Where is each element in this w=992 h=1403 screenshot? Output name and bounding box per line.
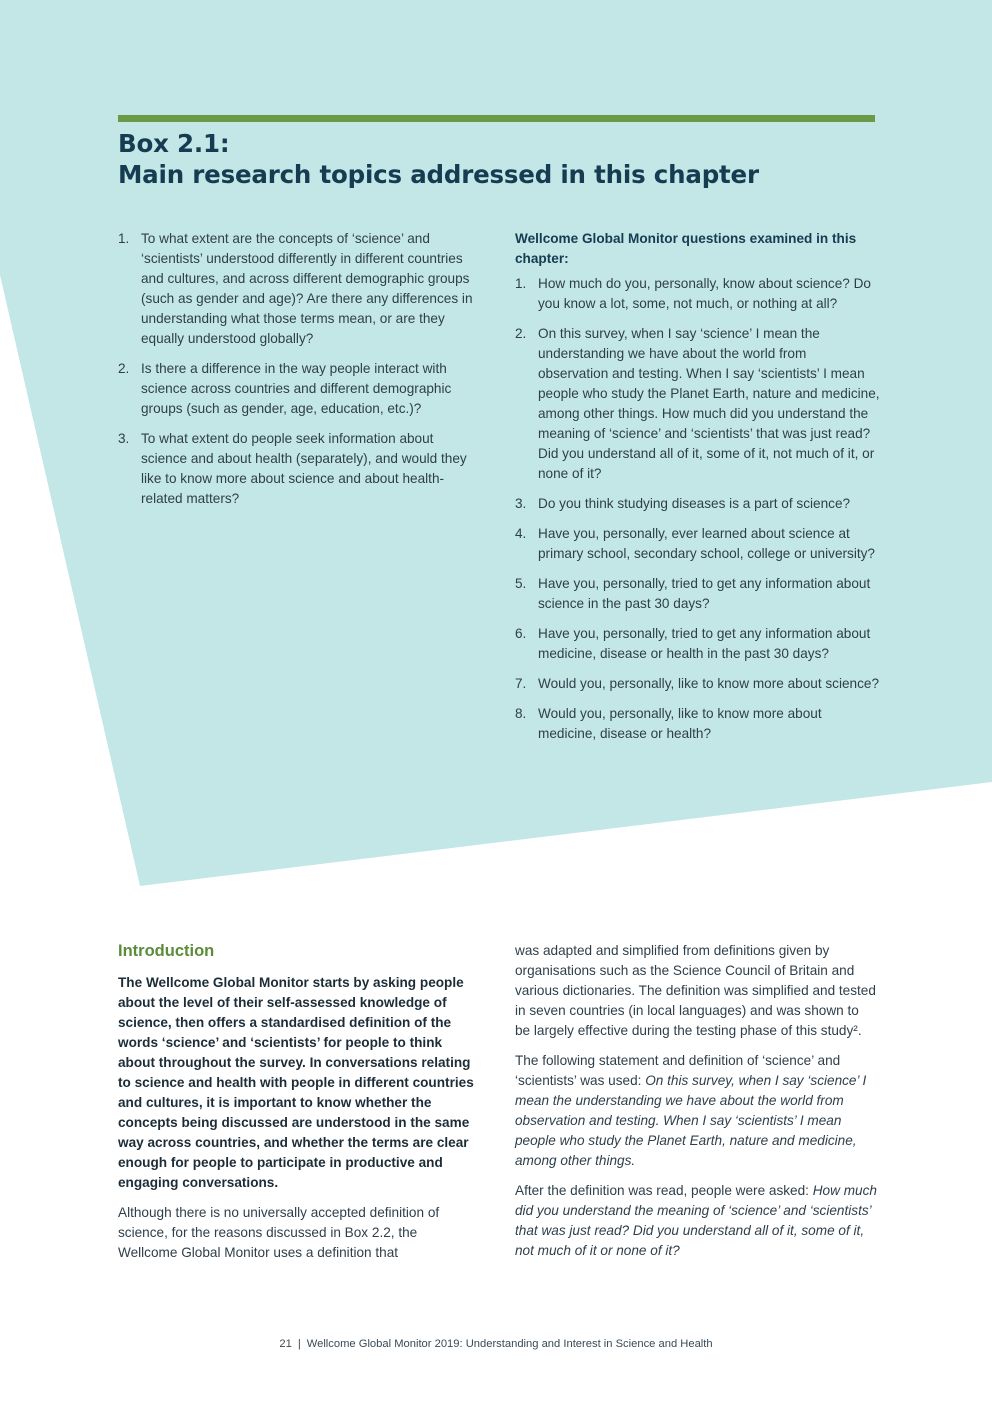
list-number: 8. bbox=[515, 706, 527, 721]
list-number: 4. bbox=[515, 526, 527, 541]
intro-paragraph-1-continued: was adapted and simplified from definitions given by organisations such as the Science Council of Britain and various dictionaries. The definition was simplified and tested in seven countries (in local languages) and was shown to be largely effective during the testing phase of this study². bbox=[515, 943, 876, 1038]
list-item bbox=[515, 324, 880, 484]
list-text: To what extent do people seek information about science and about health (separately), and would they like to know more about science and about health-related matters? bbox=[141, 431, 467, 506]
list-item bbox=[515, 624, 880, 664]
question-quote: How much did you understand the meaning of ‘science’ and ‘scientists’ that was just read? Did you understand all of it, some of it, not much of it or none of it? bbox=[515, 1183, 877, 1258]
box-title bbox=[118, 128, 759, 190]
intro-right-column bbox=[515, 941, 877, 1271]
list-item bbox=[515, 574, 880, 614]
box-title-label: Box 2.1: bbox=[118, 129, 230, 158]
questions-heading: Wellcome Global Monitor questions examined in this chapter: bbox=[515, 231, 857, 266]
introduction-heading: Introduction bbox=[118, 942, 215, 960]
paragraph-2-text: The following statement and definition of ‘science’ and ‘scientists’ was used: bbox=[515, 1053, 841, 1088]
page-footer bbox=[0, 1338, 992, 1350]
list-number: 2. bbox=[515, 326, 527, 341]
list-item bbox=[515, 674, 880, 694]
list-item bbox=[515, 704, 880, 744]
definition-quote: On this survey, when I say ‘science’ I mean the understanding we have about the world from observation and testing. When I say ‘scientists’ I mean people who study the Planet Earth, nature and medicine, among other things. bbox=[515, 1073, 867, 1168]
list-text: Would you, personally, like to know more about medicine, disease or health? bbox=[538, 706, 822, 741]
list-item bbox=[118, 429, 480, 509]
intro-paragraph-1: Although there is no universally accepted definition of science, for the reasons discussed in Box 2.2, the Wellcome Global Monitor uses a definition that bbox=[118, 1205, 440, 1260]
research-topics-list bbox=[118, 229, 480, 509]
list-item bbox=[118, 359, 480, 419]
paragraph-3-text: After the definition was read, people were asked: bbox=[515, 1183, 813, 1198]
footer-title: Wellcome Global Monitor 2019: Understanding and Interest in Science and Health bbox=[306, 1338, 713, 1350]
list-number: 5. bbox=[515, 576, 527, 591]
list-item bbox=[515, 494, 880, 514]
list-text: Have you, personally, tried to get any information about medicine, disease or health in the past 30 days? bbox=[538, 626, 871, 661]
list-number: 2. bbox=[118, 361, 130, 376]
box-top-rule bbox=[118, 115, 875, 122]
survey-questions-list bbox=[515, 274, 880, 744]
list-text: Would you, personally, like to know more about science? bbox=[538, 676, 880, 691]
page-number: 21 bbox=[279, 1338, 292, 1350]
list-text: Have you, personally, tried to get any information about science in the past 30 days? bbox=[538, 576, 871, 611]
research-topics-column bbox=[118, 229, 480, 519]
list-number: 1. bbox=[118, 231, 130, 246]
list-number: 3. bbox=[515, 496, 527, 511]
list-text: To what extent are the concepts of ‘science’ and ‘scientists’ understood differently in different countries and cultures, and across different demographic groups (such as gender and age)? Are there any differences in understanding what those terms mean, or are they equally understood globally? bbox=[141, 231, 473, 346]
list-number: 3. bbox=[118, 431, 130, 446]
list-number: 7. bbox=[515, 676, 527, 691]
list-text: Have you, personally, ever learned about science at primary school, secondary school, college or university? bbox=[538, 526, 875, 561]
intro-paragraph-3 bbox=[515, 1181, 877, 1261]
list-item bbox=[515, 274, 880, 314]
list-text: Is there a difference in the way people interact with science across countries and different demographic groups (such as gender, age, education, etc.)? bbox=[141, 361, 452, 416]
box-title-text: Main research topics addressed in this chapter bbox=[118, 160, 759, 189]
intro-paragraph-2 bbox=[515, 1051, 877, 1171]
list-text: How much do you, personally, know about science? Do you know a lot, some, not much, or nothing at all? bbox=[538, 276, 871, 311]
list-number: 1. bbox=[515, 276, 527, 291]
list-text: On this survey, when I say ‘science’ I mean the understanding we have about the world from observation and testing. When I say ‘scientists’ I mean people who study the Planet Earth, nature and medicine, among other things. How much did you understand the meaning of ‘science’ and ‘scientists’ that was just read? Did you understand all of it, some of it, not much of it, or none of it? bbox=[538, 326, 880, 481]
intro-lead-paragraph: The Wellcome Global Monitor starts by asking people about the level of their self-assessed knowledge of science, then offers a standardised definition of the words ‘science’ and ‘scientists’ for people to think about throughout the survey. In conversations relating to science and health with people in different countries and cultures, it is important to know whether the concepts being discussed are understood in the same way across countries, and whether the terms are clear enough for people to participate in productive and engaging conversations. bbox=[118, 975, 474, 1190]
list-text: Do you think studying diseases is a part of science? bbox=[538, 496, 851, 511]
list-item bbox=[118, 229, 480, 349]
list-item bbox=[515, 524, 880, 564]
list-number: 6. bbox=[515, 626, 527, 641]
survey-questions-column bbox=[515, 229, 880, 754]
footer-separator: | bbox=[297, 1338, 301, 1350]
intro-left-column bbox=[118, 973, 480, 1273]
